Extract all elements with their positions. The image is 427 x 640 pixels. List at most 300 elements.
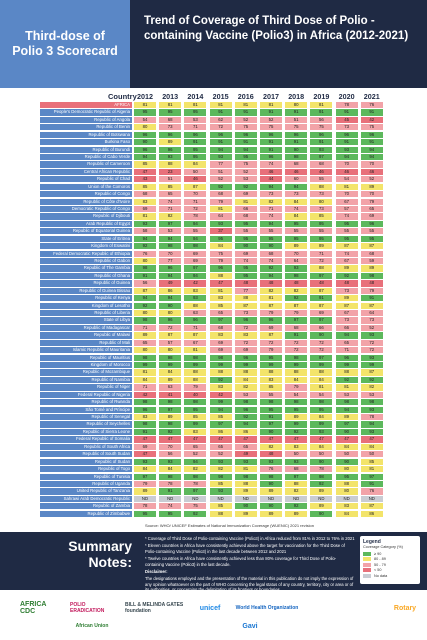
coverage-cell: 93 <box>210 459 232 465</box>
coverage-cell: 82 <box>159 213 181 219</box>
coverage-cell: 82 <box>361 384 383 390</box>
table-row <box>40 139 410 145</box>
coverage-cell: 94 <box>134 295 156 301</box>
country-name: Republic of Mali <box>40 340 132 346</box>
coverage-cell: 95 <box>210 236 232 242</box>
country-name: People's Democratic Republic of Algeria <box>40 109 132 115</box>
coverage-cell: 60 <box>285 176 307 182</box>
coverage-cell: 87 <box>260 332 282 338</box>
coverage-cell: 94 <box>210 147 232 153</box>
coverage-cell: 97 <box>159 407 181 413</box>
coverage-cell: 65 <box>336 340 358 346</box>
coverage-cell: 95 <box>336 221 358 227</box>
country-name: Republic of Côte d'Ivoire <box>40 199 132 205</box>
coverage-cell: 74 <box>336 251 358 257</box>
year-header: 2013 <box>162 92 179 101</box>
coverage-cell: 91 <box>336 139 358 145</box>
coverage-cell: 84 <box>235 377 257 383</box>
coverage-cell: 94 <box>134 154 156 160</box>
coverage-cell: 47 <box>210 280 232 286</box>
coverage-cell: 87 <box>336 303 358 309</box>
coverage-cell: 81 <box>159 102 181 108</box>
coverage-cell: 74 <box>159 199 181 205</box>
country-name: Republic of Angola <box>40 117 132 123</box>
coverage-cell: 73 <box>235 310 257 316</box>
coverage-cell: 94 <box>159 273 181 279</box>
coverage-cell: 71 <box>134 325 156 331</box>
coverage-cell: 95 <box>235 265 257 271</box>
coverage-cell: ND <box>235 496 257 502</box>
coverage-cell: 96 <box>235 355 257 361</box>
year-header: 2014 <box>187 92 204 101</box>
coverage-cell: ND <box>361 496 383 502</box>
country-name: Kingdom of Morocco <box>40 362 132 368</box>
coverage-cell: 96 <box>184 317 206 323</box>
coverage-cell: 84 <box>310 414 332 420</box>
coverage-cell: 70 <box>285 251 307 257</box>
coverage-cell: 89 <box>260 488 282 494</box>
coverage-cell: 72 <box>310 258 332 264</box>
coverage-cell: 68 <box>235 213 257 219</box>
coverage-cell: 80 <box>336 488 358 494</box>
coverage-cell: 81 <box>134 213 156 219</box>
coverage-cell: 84 <box>336 444 358 450</box>
table-row <box>40 444 410 450</box>
coverage-cell: 93 <box>285 265 307 271</box>
coverage-cell: 73 <box>336 288 358 294</box>
table-row <box>40 310 410 316</box>
coverage-cell: 56 <box>134 280 156 286</box>
country-name: Republic of Sudan <box>40 459 132 465</box>
coverage-cell: 97 <box>285 317 307 323</box>
legend-label: < 50 <box>374 568 382 573</box>
coverage-cell: 90 <box>310 511 332 517</box>
table-row <box>40 213 410 219</box>
coverage-cell: 89 <box>134 332 156 338</box>
coverage-cell: 97 <box>210 421 232 427</box>
coverage-cell: 87 <box>361 243 383 249</box>
table-row <box>40 280 410 286</box>
coverage-cell: 96 <box>235 132 257 138</box>
coverage-cell: 91 <box>310 109 332 115</box>
coverage-cell: 91 <box>260 147 282 153</box>
coverage-cell: 82 <box>260 199 282 205</box>
country-name: Republic of Mauritius <box>40 355 132 361</box>
coverage-cell: 85 <box>210 303 232 309</box>
table-row <box>40 414 410 420</box>
coverage-cell: 93 <box>285 459 307 465</box>
coverage-cell: 56 <box>310 117 332 123</box>
coverage-cell: 95 <box>235 273 257 279</box>
coverage-cell: 72 <box>210 124 232 130</box>
coverage-cell: 46 <box>285 169 307 175</box>
coverage-cell: 84 <box>210 243 232 249</box>
coverage-cell: 98 <box>260 399 282 405</box>
coverage-cell: 97 <box>336 421 358 427</box>
table-row <box>40 117 410 123</box>
coverage-cell: 97 <box>310 273 332 279</box>
table-row <box>40 176 410 182</box>
coverage-cell: 76 <box>361 102 383 108</box>
disclaimer-label: Disclaimer: <box>145 569 168 575</box>
coverage-cell: 91 <box>285 109 307 115</box>
coverage-cell: 70 <box>184 191 206 197</box>
coverage-cell: 72 <box>260 340 282 346</box>
coverage-cell: 95 <box>235 221 257 227</box>
coverage-cell: 83 <box>285 444 307 450</box>
table-row <box>40 221 410 227</box>
coverage-cell: 94 <box>260 221 282 227</box>
coverage-cell: 74 <box>260 161 282 167</box>
coverage-cell: 96 <box>260 154 282 160</box>
source-note: Source: WHO/ UNICEF Estimates of National Immunization Coverage (WUENIC) 2021 revision <box>145 523 314 528</box>
coverage-cell: 69 <box>235 191 257 197</box>
coverage-cell: 91 <box>361 481 383 487</box>
coverage-cell: 98 <box>361 273 383 279</box>
coverage-cell: 78 <box>184 481 206 487</box>
coverage-cell: 98 <box>184 399 206 405</box>
coverage-cell: 93 <box>260 459 282 465</box>
coverage-cell: 54 <box>336 176 358 182</box>
coverage-cell: 96 <box>260 317 282 323</box>
coverage-cell: 97 <box>310 317 332 323</box>
coverage-cell: 86 <box>235 429 257 435</box>
coverage-cell: 81 <box>210 288 232 294</box>
coverage-cell: 91 <box>285 332 307 338</box>
country-name: Republic of Togo <box>40 466 132 472</box>
coverage-cell: 66 <box>336 325 358 331</box>
coverage-cell: 95 <box>184 407 206 413</box>
coverage-cell: 95 <box>260 407 282 413</box>
coverage-cell: 49 <box>159 280 181 286</box>
coverage-cell: 98 <box>310 399 332 405</box>
coverage-cell: 99 <box>285 421 307 427</box>
coverage-cell: 83 <box>184 429 206 435</box>
coverage-cell: 95 <box>336 236 358 242</box>
coverage-cell: 99 <box>235 362 257 368</box>
coverage-cell: 55 <box>235 228 257 234</box>
coverage-cell: 93 <box>134 221 156 227</box>
coverage-cell: 72 <box>285 347 307 353</box>
partner-logo: AFRICA CDC <box>20 601 47 615</box>
coverage-cell: 90 <box>310 459 332 465</box>
coverage-cell: 85 <box>159 184 181 190</box>
coverage-cell: 68 <box>210 325 232 331</box>
coverage-cell: ND <box>184 496 206 502</box>
coverage-cell: 86 <box>210 429 232 435</box>
coverage-cell: 87 <box>260 303 282 309</box>
coverage-cell: 81 <box>235 466 257 472</box>
coverage-cell: 91 <box>260 139 282 145</box>
coverage-cell: 88 <box>210 369 232 375</box>
table-row <box>40 332 410 338</box>
coverage-cell: 87 <box>310 303 332 309</box>
coverage-cell: 48 <box>336 280 358 286</box>
coverage-cell: 73 <box>260 191 282 197</box>
legend-swatch <box>363 552 371 556</box>
coverage-cell: 98 <box>285 154 307 160</box>
coverage-cell: 75 <box>184 503 206 509</box>
coverage-cell: 57 <box>159 340 181 346</box>
coverage-cell: 99 <box>210 399 232 405</box>
coverage-cell: 74 <box>159 503 181 509</box>
country-name: United Republic of Tanzania <box>40 488 132 494</box>
coverage-cell: 94 <box>235 421 257 427</box>
coverage-cell: 93 <box>361 429 383 435</box>
coverage-cell: 92 <box>210 377 232 383</box>
coverage-cell: 55 <box>260 228 282 234</box>
coverage-cell: 87 <box>159 332 181 338</box>
coverage-cell: 69 <box>210 340 232 346</box>
coverage-cell: 73 <box>361 317 383 323</box>
note-1: * Coverage of Third Dose of Polio-containing Vaccine (Polio3) in Africa reduced from 81% in 2012 to 76% in 2021 <box>145 536 355 541</box>
coverage-cell: 88 <box>336 481 358 487</box>
coverage-cell: 75 <box>310 124 332 130</box>
note-2: * Eleven countries in Africa have consistently achieved above the target for vaccination for the Third Dose of Polio-containing Vaccine (Polio3) in the last decade between 2012 and 2021 <box>145 543 345 554</box>
coverage-cell: 89 <box>336 295 358 301</box>
country-name: Kingdom of Lesotho <box>40 303 132 309</box>
coverage-cell: 90 <box>235 243 257 249</box>
country-name: Republic of Sierra Leone <box>40 429 132 435</box>
coverage-cell: 89 <box>361 184 383 190</box>
partner-logo: Rotary <box>393 604 417 612</box>
country-name: Republic of Gabon <box>40 258 132 264</box>
coverage-cell: 98 <box>159 355 181 361</box>
coverage-cell: 94 <box>285 184 307 190</box>
coverage-cell: 81 <box>134 369 156 375</box>
coverage-cell: 68 <box>159 117 181 123</box>
table-row <box>40 191 410 197</box>
coverage-cell: 52 <box>210 176 232 182</box>
coverage-cell: 73 <box>310 206 332 212</box>
coverage-cell: 90 <box>159 303 181 309</box>
coverage-cell: 74 <box>336 213 358 219</box>
coverage-cell: 55 <box>260 392 282 398</box>
coverage-cell: 97 <box>260 421 282 427</box>
country-name: State of Libya <box>40 317 132 323</box>
coverage-cell: 69 <box>210 347 232 353</box>
coverage-cell: 98 <box>134 421 156 427</box>
coverage-cell: 42 <box>361 117 383 123</box>
table-row <box>40 481 410 487</box>
coverage-cell: 84 <box>184 161 206 167</box>
year-header: 2020 <box>338 92 355 101</box>
coverage-cell: 89 <box>159 139 181 145</box>
coverage-cell: 99 <box>184 421 206 427</box>
coverage-cell: 92 <box>310 481 332 487</box>
coverage-cell: 42 <box>210 392 232 398</box>
coverage-cell: 79 <box>361 288 383 294</box>
coverage-cell: 40 <box>184 392 206 398</box>
coverage-cell: 98 <box>285 399 307 405</box>
coverage-cell: 72 <box>159 325 181 331</box>
coverage-cell: 63 <box>159 384 181 390</box>
year-header: 2019 <box>313 92 330 101</box>
coverage-cell: 75 <box>285 124 307 130</box>
coverage-cell: 98 <box>210 474 232 480</box>
coverage-cell: 85 <box>361 459 383 465</box>
coverage-cell: 95 <box>310 407 332 413</box>
partner-logo: World Health Organization <box>235 605 299 611</box>
coverage-cell: 99 <box>184 362 206 368</box>
coverage-cell: 69 <box>310 310 332 316</box>
coverage-cell: 97 <box>285 474 307 480</box>
coverage-cell: 96 <box>310 132 332 138</box>
coverage-cell: 55 <box>184 228 206 234</box>
year-header: 2016 <box>237 92 254 101</box>
coverage-cell: 50 <box>310 451 332 457</box>
year-header: 2015 <box>212 92 229 101</box>
coverage-cell: 89 <box>336 414 358 420</box>
coverage-cell: 98 <box>235 399 257 405</box>
country-column-header: Country <box>108 92 137 101</box>
coverage-cell: 65 <box>210 310 232 316</box>
coverage-cell: 48 <box>310 280 332 286</box>
coverage-cell: 84 <box>285 213 307 219</box>
coverage-cell: 97 <box>184 488 206 494</box>
coverage-cell: 88 <box>210 511 232 517</box>
coverage-cell: 65 <box>361 206 383 212</box>
coverage-cell: 92 <box>285 429 307 435</box>
country-name: Republic of Kenya <box>40 295 132 301</box>
coverage-cell: 91 <box>336 109 358 115</box>
coverage-cell: 72 <box>361 347 383 353</box>
coverage-cell: 89 <box>235 488 257 494</box>
coverage-cell: 92 <box>336 377 358 383</box>
coverage-cell: 52 <box>235 169 257 175</box>
coverage-cell: 89 <box>310 488 332 494</box>
coverage-cell: 69 <box>134 444 156 450</box>
coverage-cell: 94 <box>260 184 282 190</box>
coverage-cell: 99 <box>134 362 156 368</box>
country-name: Republic of Cameroon <box>40 161 132 167</box>
coverage-cell: 94 <box>260 273 282 279</box>
coverage-cell: 68 <box>285 161 307 167</box>
coverage-cell: 73 <box>336 124 358 130</box>
coverage-cell: 83 <box>336 503 358 509</box>
note-3: * Twelve countries in Africa have consistently achieved less than 80% coverage for Third Dose of Polio-containing Vaccine (Polio3) in the last decade. <box>145 556 337 567</box>
coverage-cell: 90 <box>260 481 282 487</box>
coverage-cell: 70 <box>336 191 358 197</box>
coverage-cell: 52 <box>361 325 383 331</box>
coverage-cell: 95 <box>310 221 332 227</box>
country-name: Republic of South Sudan <box>40 451 132 457</box>
country-name: Federal Republic of Nigeria <box>40 392 132 398</box>
coverage-cell: 87 <box>310 288 332 294</box>
table-row <box>40 377 410 383</box>
coverage-cell: 85 <box>134 184 156 190</box>
coverage-cell: 75 <box>361 124 383 130</box>
coverage-cell: 43 <box>134 176 156 182</box>
coverage-cell: 51 <box>159 176 181 182</box>
coverage-cell: 81 <box>210 206 232 212</box>
coverage-cell: 80 <box>134 310 156 316</box>
country-name: Burkina Faso <box>40 139 132 145</box>
coverage-cell: 99 <box>210 362 232 368</box>
table-row <box>40 236 410 242</box>
coverage-cell: 65 <box>184 444 206 450</box>
coverage-cell: 87 <box>134 288 156 294</box>
coverage-cell: 95 <box>184 154 206 160</box>
coverage-cell: 98 <box>310 474 332 480</box>
coverage-cell: 93 <box>310 147 332 153</box>
coverage-cell: 99 <box>285 362 307 368</box>
country-name: Republic of Equatorial Guinea <box>40 228 132 234</box>
table-row <box>40 392 410 398</box>
coverage-cell: 87 <box>361 303 383 309</box>
coverage-cell: 72 <box>310 340 332 346</box>
coverage-cell: 96 <box>210 265 232 271</box>
coverage-cell: 53 <box>235 392 257 398</box>
coverage-cell: 88 <box>310 265 332 271</box>
coverage-cell: ND <box>285 496 307 502</box>
coverage-cell: 95 <box>159 511 181 517</box>
coverage-cell: 90 <box>235 503 257 509</box>
coverage-cell: 96 <box>285 132 307 138</box>
coverage-cell: 78 <box>184 213 206 219</box>
coverage-cell: 82 <box>285 488 307 494</box>
coverage-cell: 98 <box>134 399 156 405</box>
coverage-cell: 86 <box>159 288 181 294</box>
coverage-cell: 96 <box>134 147 156 153</box>
coverage-cell: 79 <box>260 310 282 316</box>
coverage-cell: 95 <box>134 511 156 517</box>
coverage-cell: 47 <box>260 436 282 442</box>
coverage-cell: 95 <box>159 109 181 115</box>
table-row <box>40 147 410 153</box>
coverage-cell: 98 <box>336 399 358 405</box>
table-row <box>40 124 410 130</box>
coverage-cell: 80 <box>134 258 156 264</box>
coverage-cell: 79 <box>260 347 282 353</box>
coverage-cell: ND <box>134 496 156 502</box>
coverage-cell: 80 <box>285 102 307 108</box>
country-name: Republic of Cabo Verde <box>40 154 132 160</box>
table-row <box>40 369 410 375</box>
coverage-cell: 95 <box>184 147 206 153</box>
legend-label: 80 - 89 <box>374 557 386 562</box>
coverage-cell: 49 <box>235 451 257 457</box>
coverage-cell: ND <box>159 496 181 502</box>
coverage-cell: 96 <box>235 407 257 413</box>
coverage-cell: 52 <box>184 451 206 457</box>
header-banner <box>0 0 427 88</box>
coverage-cell: 81 <box>134 102 156 108</box>
coverage-cell: 55 <box>361 228 383 234</box>
coverage-cell: 53 <box>235 176 257 182</box>
coverage-cell: 83 <box>184 288 206 294</box>
coverage-cell: 89 <box>134 488 156 494</box>
legend-swatch <box>363 563 371 567</box>
coverage-cell: 97 <box>184 265 206 271</box>
coverage-cell: 95 <box>235 154 257 160</box>
legend-title: Legend <box>363 539 381 545</box>
coverage-cell: 91 <box>134 429 156 435</box>
coverage-cell: 69 <box>134 206 156 212</box>
country-name: Republic of The Gambia <box>40 265 132 271</box>
coverage-cell: 87 <box>336 243 358 249</box>
coverage-cell: 93 <box>361 332 383 338</box>
coverage-cell: 96 <box>159 147 181 153</box>
partner-logo: BILL & MELINDA GATES foundation <box>125 602 184 614</box>
coverage-cell: 84 <box>336 511 358 517</box>
coverage-cell: 69 <box>361 213 383 219</box>
coverage-cell: 80 <box>310 199 332 205</box>
legend-label: No data <box>374 573 388 578</box>
coverage-cell: 97 <box>210 317 232 323</box>
coverage-cell: 91 <box>260 109 282 115</box>
coverage-cell: 67 <box>336 258 358 264</box>
